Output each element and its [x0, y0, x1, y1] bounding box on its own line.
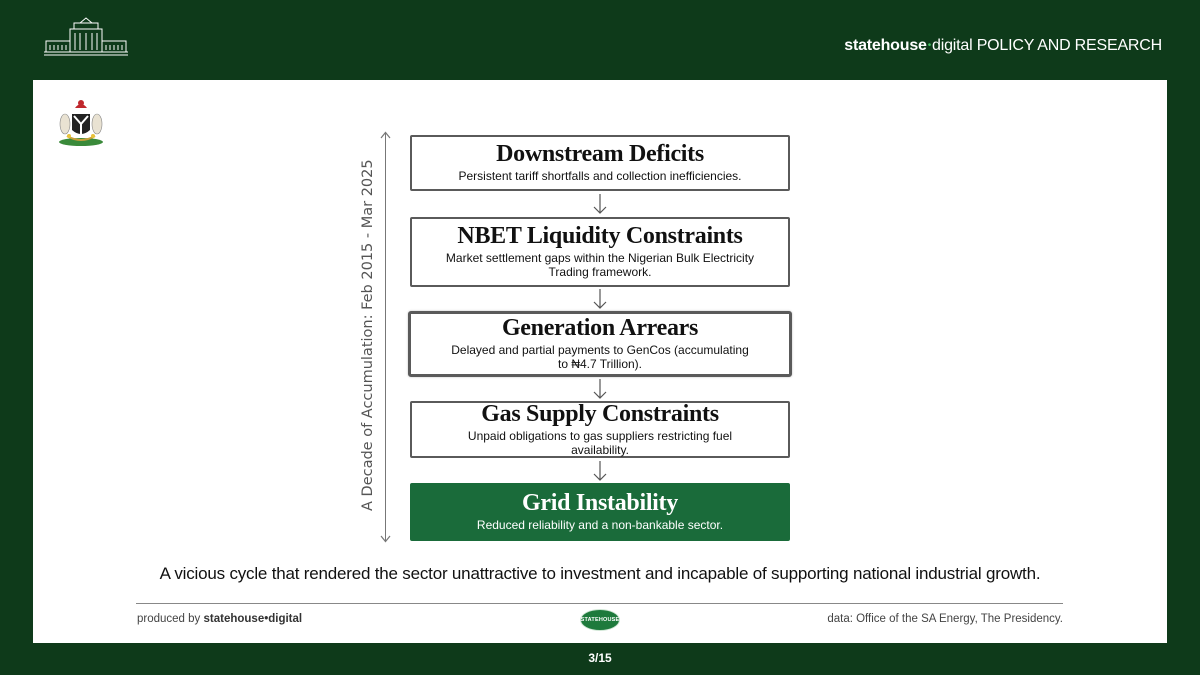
- flow-box-description: Market settlement gaps within the Nigerian Bulk Electricity Trading framework.: [445, 251, 755, 280]
- footer-credit: produced by statehouse•digital: [137, 613, 303, 625]
- flow-box-title: Gas Supply Constraints: [481, 400, 719, 427]
- arrow-up-icon: [380, 131, 391, 142]
- slide-caption: A vicious cycle that rendered the sector unattractive to investment and incapable of supporting national industrial growth.: [159, 564, 1041, 583]
- arrow-down-icon: [591, 460, 609, 482]
- flow-box-description: Unpaid obligations to gas suppliers restricting fuel availability.: [467, 428, 733, 457]
- timeline-line: [385, 133, 386, 541]
- arrow-down-icon: [591, 193, 609, 215]
- flow-box-grid-instability: [410, 483, 790, 541]
- brand-title: statehouse•digital POLICY AND RESEARCH: [844, 37, 1162, 54]
- footer-divider: [136, 603, 1063, 604]
- arrow-down-icon: [591, 378, 609, 400]
- flow-box-description: Reduced reliability and a non-bankable sector.: [476, 518, 724, 533]
- arrow-down-icon: [380, 532, 391, 543]
- nigeria-coat-of-arms-icon: [53, 96, 109, 148]
- flow-box-title: NBET Liquidity Constraints: [457, 223, 743, 250]
- flow-box-description: Delayed and partial payments to GenCos (accumulating to ₦4.7 Trillion).: [451, 343, 749, 372]
- flow-box-title: Downstream Deficits: [496, 141, 704, 167]
- footer-source: data: Office of the SA Energy, The Presidency.: [827, 613, 1063, 625]
- flow-box-title: Generation Arrears: [501, 315, 699, 342]
- statehouse-badge-icon: STATEHOUSE: [580, 609, 620, 631]
- flow-box-generation-arrears: [408, 311, 792, 377]
- page-number: 3/15: [588, 651, 612, 665]
- flow-box-downstream-deficits: [410, 135, 790, 191]
- timeline-label: A Decade of Accumulation: Feb 2015 - Mar 2025: [360, 159, 376, 511]
- arrow-down-icon: [591, 288, 609, 310]
- flow-box-title: Grid Instability: [522, 490, 678, 516]
- flow-box-gas-supply: [410, 401, 790, 458]
- statehouse-building-icon: [40, 15, 132, 57]
- flow-box-nbet-liquidity: [410, 217, 790, 287]
- flow-box-description: Persistent tariff shortfalls and collection inefficiencies.: [458, 169, 742, 184]
- slide: [33, 80, 1167, 643]
